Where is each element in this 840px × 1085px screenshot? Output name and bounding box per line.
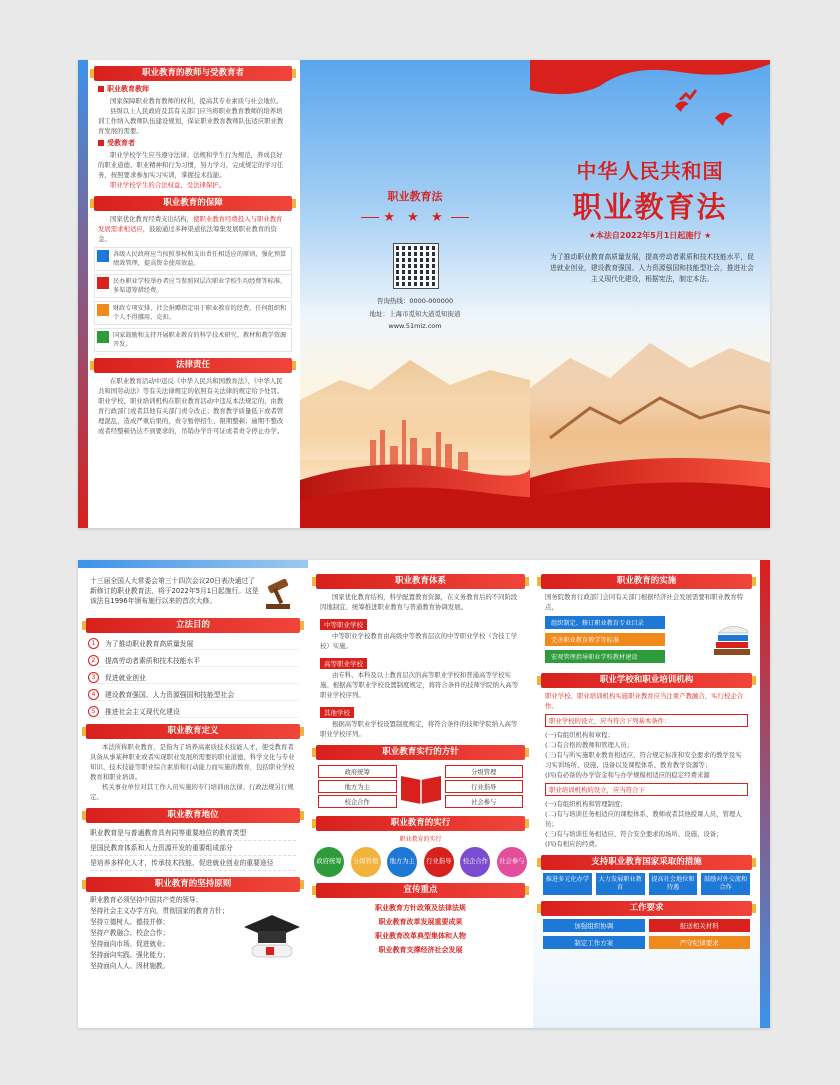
practice-circle: 行业指导	[424, 847, 454, 877]
practice-circle: 校企合作	[460, 847, 490, 877]
measure-box: 大力发展职业教育	[596, 873, 645, 895]
section-header: 职业教育实行的方针	[316, 745, 525, 760]
great-wall-art	[530, 288, 770, 528]
front-middle-panel	[300, 60, 530, 528]
color-square-icon	[97, 304, 109, 316]
stars-decoration: ★ ★ ★	[300, 210, 530, 225]
pill-label: 组织制定、修订职业教育专业目录	[545, 616, 665, 629]
effective-date: ★本法自2022年5月1日起施行 ★	[588, 231, 712, 240]
section-header: 职业教育的实施	[541, 574, 752, 589]
paragraph: 县级以上人民政府及其有关部门应当将职业教育教师的培养培训工作纳入教师队伍建设规划，保证职业教育教师队伍适应职业教育发展的需要。	[98, 107, 284, 135]
section-header: 职业教育地位	[86, 808, 300, 823]
purpose-text: 促进就业创业	[105, 674, 146, 682]
top-bar	[78, 560, 308, 568]
section-header: 职业教育体系	[316, 574, 525, 589]
section-header: 法律责任	[94, 358, 292, 373]
panel-frame-bar	[760, 560, 770, 1028]
condition-tag: 职业培训机构的设立，应当符合下	[545, 783, 748, 796]
number-badge: 5	[88, 706, 99, 717]
practice-circle: 地方为主	[387, 847, 417, 877]
requirement-box: 制定工作方案	[543, 936, 645, 949]
paragraph: 由专科、本科及以上教育层次的高等职业学校和普通高等学校实施。根据高等职业学校设置制度规定，将符合条件的技师学院纳入高等职业学校序列。	[320, 671, 519, 699]
paragraph: 在职业教育活动中违反《中华人民共和国教育法》、《中华人民共和国劳动法》等有关法律规定的依照有关法律的规定给予处罚。职业学校、职业培训机构在职业教育活动中违反本法规定的，由教育行政部门或者其他有关部门责令改正；教育教学质量低下或者管理混乱，造成严重后果的，责令暂停招生、限期整顿；逾期不整改或者经整顿仍达不到要求的，吊销办学许可证或者责令停止办学。	[98, 377, 284, 435]
policy-boxes-left	[318, 763, 397, 810]
hotline: 咨询热线：0000-000000	[376, 297, 454, 305]
paragraph: 国务院教育行政部门会同有关部门根据经济社会发展需要和职业教育特点，	[545, 593, 744, 611]
paragraph: 中等职业学校教育由高级中等教育层次的中等职业学校（含技工学校）实施。	[320, 632, 518, 650]
school-conditions	[533, 730, 760, 780]
implementation-pill	[545, 616, 698, 629]
condition-line: (四)有相应的经费。	[545, 840, 602, 848]
back-left-panel	[78, 560, 308, 1028]
brochure-title: 职业教育法	[387, 190, 443, 203]
measures-grid	[543, 873, 750, 895]
brochure-front-sheet	[78, 60, 770, 528]
purpose-text: 为了推动职业教育高质量发展	[105, 640, 194, 648]
status-line: 是国民教育体系和人力资源开发的重要组成部分	[90, 841, 296, 856]
paragraph: 机关事业单位对其工作人员实施的专门培训由法律、行政法规另行规定。	[90, 783, 294, 801]
principle-line: 坚持面向人人、因材施教。	[90, 962, 170, 970]
number-badge: 1	[88, 638, 99, 649]
requirements-grid	[543, 919, 750, 949]
guarantee-item	[94, 247, 292, 271]
guarantee-list	[86, 247, 300, 352]
graduation-cap-icon	[242, 905, 302, 965]
condition-line: (四)有必备的办学资金和与办学规模相适应的稳定经费来源	[545, 771, 710, 779]
condition-line: (二)有合格的教师和管理人员；	[545, 741, 634, 749]
gavel-icon	[260, 576, 296, 612]
requirement-box: 报送相关材料	[649, 919, 751, 932]
requirement-box: 加强组织协调	[543, 919, 645, 932]
section-header: 职业教育的坚持原则	[86, 877, 300, 892]
principle-list	[78, 895, 242, 972]
policy-box: 地方为主	[318, 780, 397, 793]
qr-code[interactable]	[394, 244, 438, 288]
front-left-panel	[78, 60, 300, 528]
section-header: 职业教育的保障	[94, 196, 292, 211]
purpose-text: 推进社会主义现代化建设	[105, 708, 180, 716]
books-icon	[710, 619, 754, 661]
guarantee-item	[94, 328, 292, 352]
focus-list	[308, 901, 533, 957]
principle-line: 坚持立德树人、德技并修；	[90, 918, 170, 926]
paragraph: 根据高等职业学校设置制度规定，将符合条件的技师学院纳入高等职业学校序列。	[320, 720, 518, 738]
policy-boxes-right	[445, 763, 524, 810]
principle-line: 坚持面向市场、促进就业；	[90, 940, 170, 948]
back-middle-panel	[308, 560, 533, 1028]
number-badge: 3	[88, 672, 99, 683]
measure-box: 提高社会地位和待遇	[649, 873, 698, 895]
principle-line: 职业教育必须坚持中国共产党的领导；	[90, 896, 203, 904]
practice-label: 职业教育的实行	[399, 836, 442, 843]
doves-icon	[670, 96, 750, 136]
condition-line: (一)有组织机构和管理制度；	[545, 800, 627, 808]
practice-circle: 分级管理	[351, 847, 381, 877]
paragraph: 国家优化教育经费支出结构，使职业教育经费投入与职业教育发展需求相适应，鼓励通过多种渠道依法筹集发展职业教育的资金。	[98, 215, 283, 243]
guarantee-text: 财政专项安排、社会捐赠指定用于职业教育的经费，任何组织和个人不得挪用、克扣。	[113, 305, 287, 321]
condition-tag: 职业学校的设立，应当符合下列基本条件：	[545, 714, 748, 727]
guarantee-text: 民办职业学校举办者应当参照同层次职业学校生均经费等标准，多渠道筹措经费。	[113, 278, 287, 294]
condition-line: (三)有与培训任务相适应、符合安全要求的场所、设施、设备；	[545, 830, 723, 838]
policy-box: 社会参与	[445, 795, 524, 808]
purpose-text: 提高劳动者素质和技术技能水平	[105, 657, 201, 665]
purpose-text: 建设教育强国、人力资源强国和技能型社会	[105, 691, 235, 699]
focus-line: 职业教育支撑经济社会发展	[378, 946, 463, 954]
status-line: 是培养多样化人才，传承技术技能、促进就业创业的重要途径	[90, 856, 296, 871]
focus-line: 职业教育改革典型集体和人物	[375, 932, 466, 940]
open-book-icon	[397, 770, 445, 804]
section-header: 职业教育定义	[86, 724, 300, 739]
law-title-country: 中华人民共和国	[576, 159, 724, 183]
website-link[interactable]: www.51miz.com	[388, 322, 442, 330]
sub-heading: 职业教育教师	[98, 84, 288, 94]
section-header: 立法目的	[86, 618, 300, 633]
red-flag-art	[530, 60, 770, 100]
measure-box: 推进多元化办学	[543, 873, 592, 895]
section-header: 工作要求	[541, 901, 752, 916]
guarantee-text: 国家鼓励和支持开展职业教育的科学技术研究、教材和教学资源开发。	[113, 332, 287, 348]
tag-label: 高等职业学校	[320, 658, 367, 669]
panel-frame-bar	[78, 60, 88, 528]
pill-label: 完善职业教育教学等标准	[545, 633, 665, 646]
principle-line: 坚持面向实践、强化能力；	[90, 951, 170, 959]
purpose-item	[88, 654, 298, 667]
practice-circles	[314, 847, 527, 877]
status-list	[78, 826, 308, 871]
policy-box: 行业指导	[445, 780, 524, 793]
paragraph: 国家保障职业教育教师的权利，提高其专业素质与社会地位。	[110, 97, 283, 105]
focus-line: 职业教育改革发展重要成果	[378, 918, 463, 926]
requirement-box: 严守纪律要求	[649, 936, 751, 949]
implementation-pills	[533, 612, 710, 667]
intro-text: 十三届全国人大常委会第三十四次会议20日表决通过了新修订的职业教育法，将于2022年5月1日起施行。这是该法自1996年颁布施行以来的首次大修。	[90, 577, 259, 605]
paragraph: 国家优化教育结构，科学配置教育资源，在义务教育后的不同阶段因地制宜、统筹推进职业教育与普通教育协调发展。	[320, 593, 518, 611]
tag-label: 中等职业学校	[320, 619, 367, 630]
section-header: 职业学校和职业培训机构	[541, 673, 752, 688]
institution-conditions	[533, 799, 760, 849]
implementation-pill	[545, 633, 698, 646]
paragraph: 本法所称职业教育，是指为了培养高素质技术技能人才，使受教育者具备从事某种职业或者实现职业发展所需要的职业道德、科学文化与专业知识、技术技能等职业综合素质和行动能力而实施的教育，包括职业学校教育和职业培训。	[90, 743, 295, 781]
guarantee-item	[94, 274, 292, 298]
brochure-back-sheet	[78, 560, 770, 1028]
purpose-item	[88, 705, 298, 718]
number-badge: 4	[88, 689, 99, 700]
status-line: 职业教育是与普通教育具有同等重要地位的教育类型	[90, 826, 296, 841]
guarantee-text: 各级人民政府应当按照事权和支出责任相适应的原则，强化预算绩效管理，提高资金使用效益。	[113, 251, 287, 267]
address: 地址：上海市觅知大道觅知街道	[369, 310, 461, 318]
section-header: 支持职业教育国家采取的措施	[541, 855, 752, 870]
paragraph-highlight: 职业学校、职业培训机构实施职业教育应当注重产教融合，实行校企合作。	[545, 692, 744, 710]
policy-box: 分级管理	[445, 765, 524, 778]
paragraph-highlight: 职业学校学生的合法权益，受法律保护。	[110, 181, 226, 189]
pill-label: 宏观管理指导职业学校教材建设	[545, 650, 665, 663]
section-header: 职业教育的实行	[316, 816, 525, 831]
number-badge: 2	[88, 655, 99, 666]
section-header: 职业教育的教师与受教育者	[94, 66, 292, 81]
guarantee-item	[94, 301, 292, 325]
background-art	[300, 60, 530, 528]
focus-line: 职业教育方针政策及法律法规	[375, 904, 466, 912]
condition-line: (三)有与所实施职业教育相适应、符合规定标准和安全要求的教学及实习实训场所、设施、设备以及课程体系、教育教学资源等；	[545, 751, 742, 769]
square-icon	[98, 140, 104, 146]
sub-heading: 受教育者	[98, 138, 288, 148]
square-icon	[98, 86, 104, 92]
color-square-icon	[97, 331, 109, 343]
section-header: 宣传重点	[316, 883, 525, 898]
policy-box: 校企合作	[318, 795, 397, 808]
measure-box: 鼓励对外交流和合作	[701, 873, 750, 895]
law-title-main: 职业教育法	[572, 190, 728, 224]
purpose-item	[88, 637, 298, 650]
purpose-list	[78, 637, 308, 718]
principle-line: 坚持产教融合、校企合作；	[90, 929, 170, 937]
color-square-icon	[97, 250, 109, 262]
tag-label: 其他学校	[320, 707, 354, 718]
back-right-panel	[533, 560, 770, 1028]
implementation-pill	[545, 650, 698, 663]
practice-circle: 政府统筹	[314, 847, 344, 877]
condition-line: (一)有组织机构和章程；	[545, 731, 614, 739]
purpose-item	[88, 671, 298, 684]
policy-box: 政府统筹	[318, 765, 397, 778]
practice-circle: 社会参与	[497, 847, 527, 877]
front-right-panel	[530, 60, 770, 528]
condition-line: (二)有与培训任务相适应的课程体系、教师或者其他授课人员、管理人员；	[545, 810, 742, 828]
color-square-icon	[97, 277, 109, 289]
law-intro: 为了推动职业教育高质量发展，提高劳动者素质和技术技能水平，促进就业创业，建设教育强国、人力资源强国和技能型社会，推进社会主义现代化建设，根据宪法，制定本法。	[550, 253, 754, 283]
principle-line: 坚持社会主义办学方向，贯彻国家的教育方针；	[90, 907, 229, 915]
paragraph: 职业学校学生应当遵守法律、法规和学生行为规范，养成良好的职业道德、职业精神和行为习惯，努力学习，完成规定的学习任务，按照要求参加实习实训，掌握技术技能。	[98, 151, 284, 179]
purpose-item	[88, 688, 298, 701]
